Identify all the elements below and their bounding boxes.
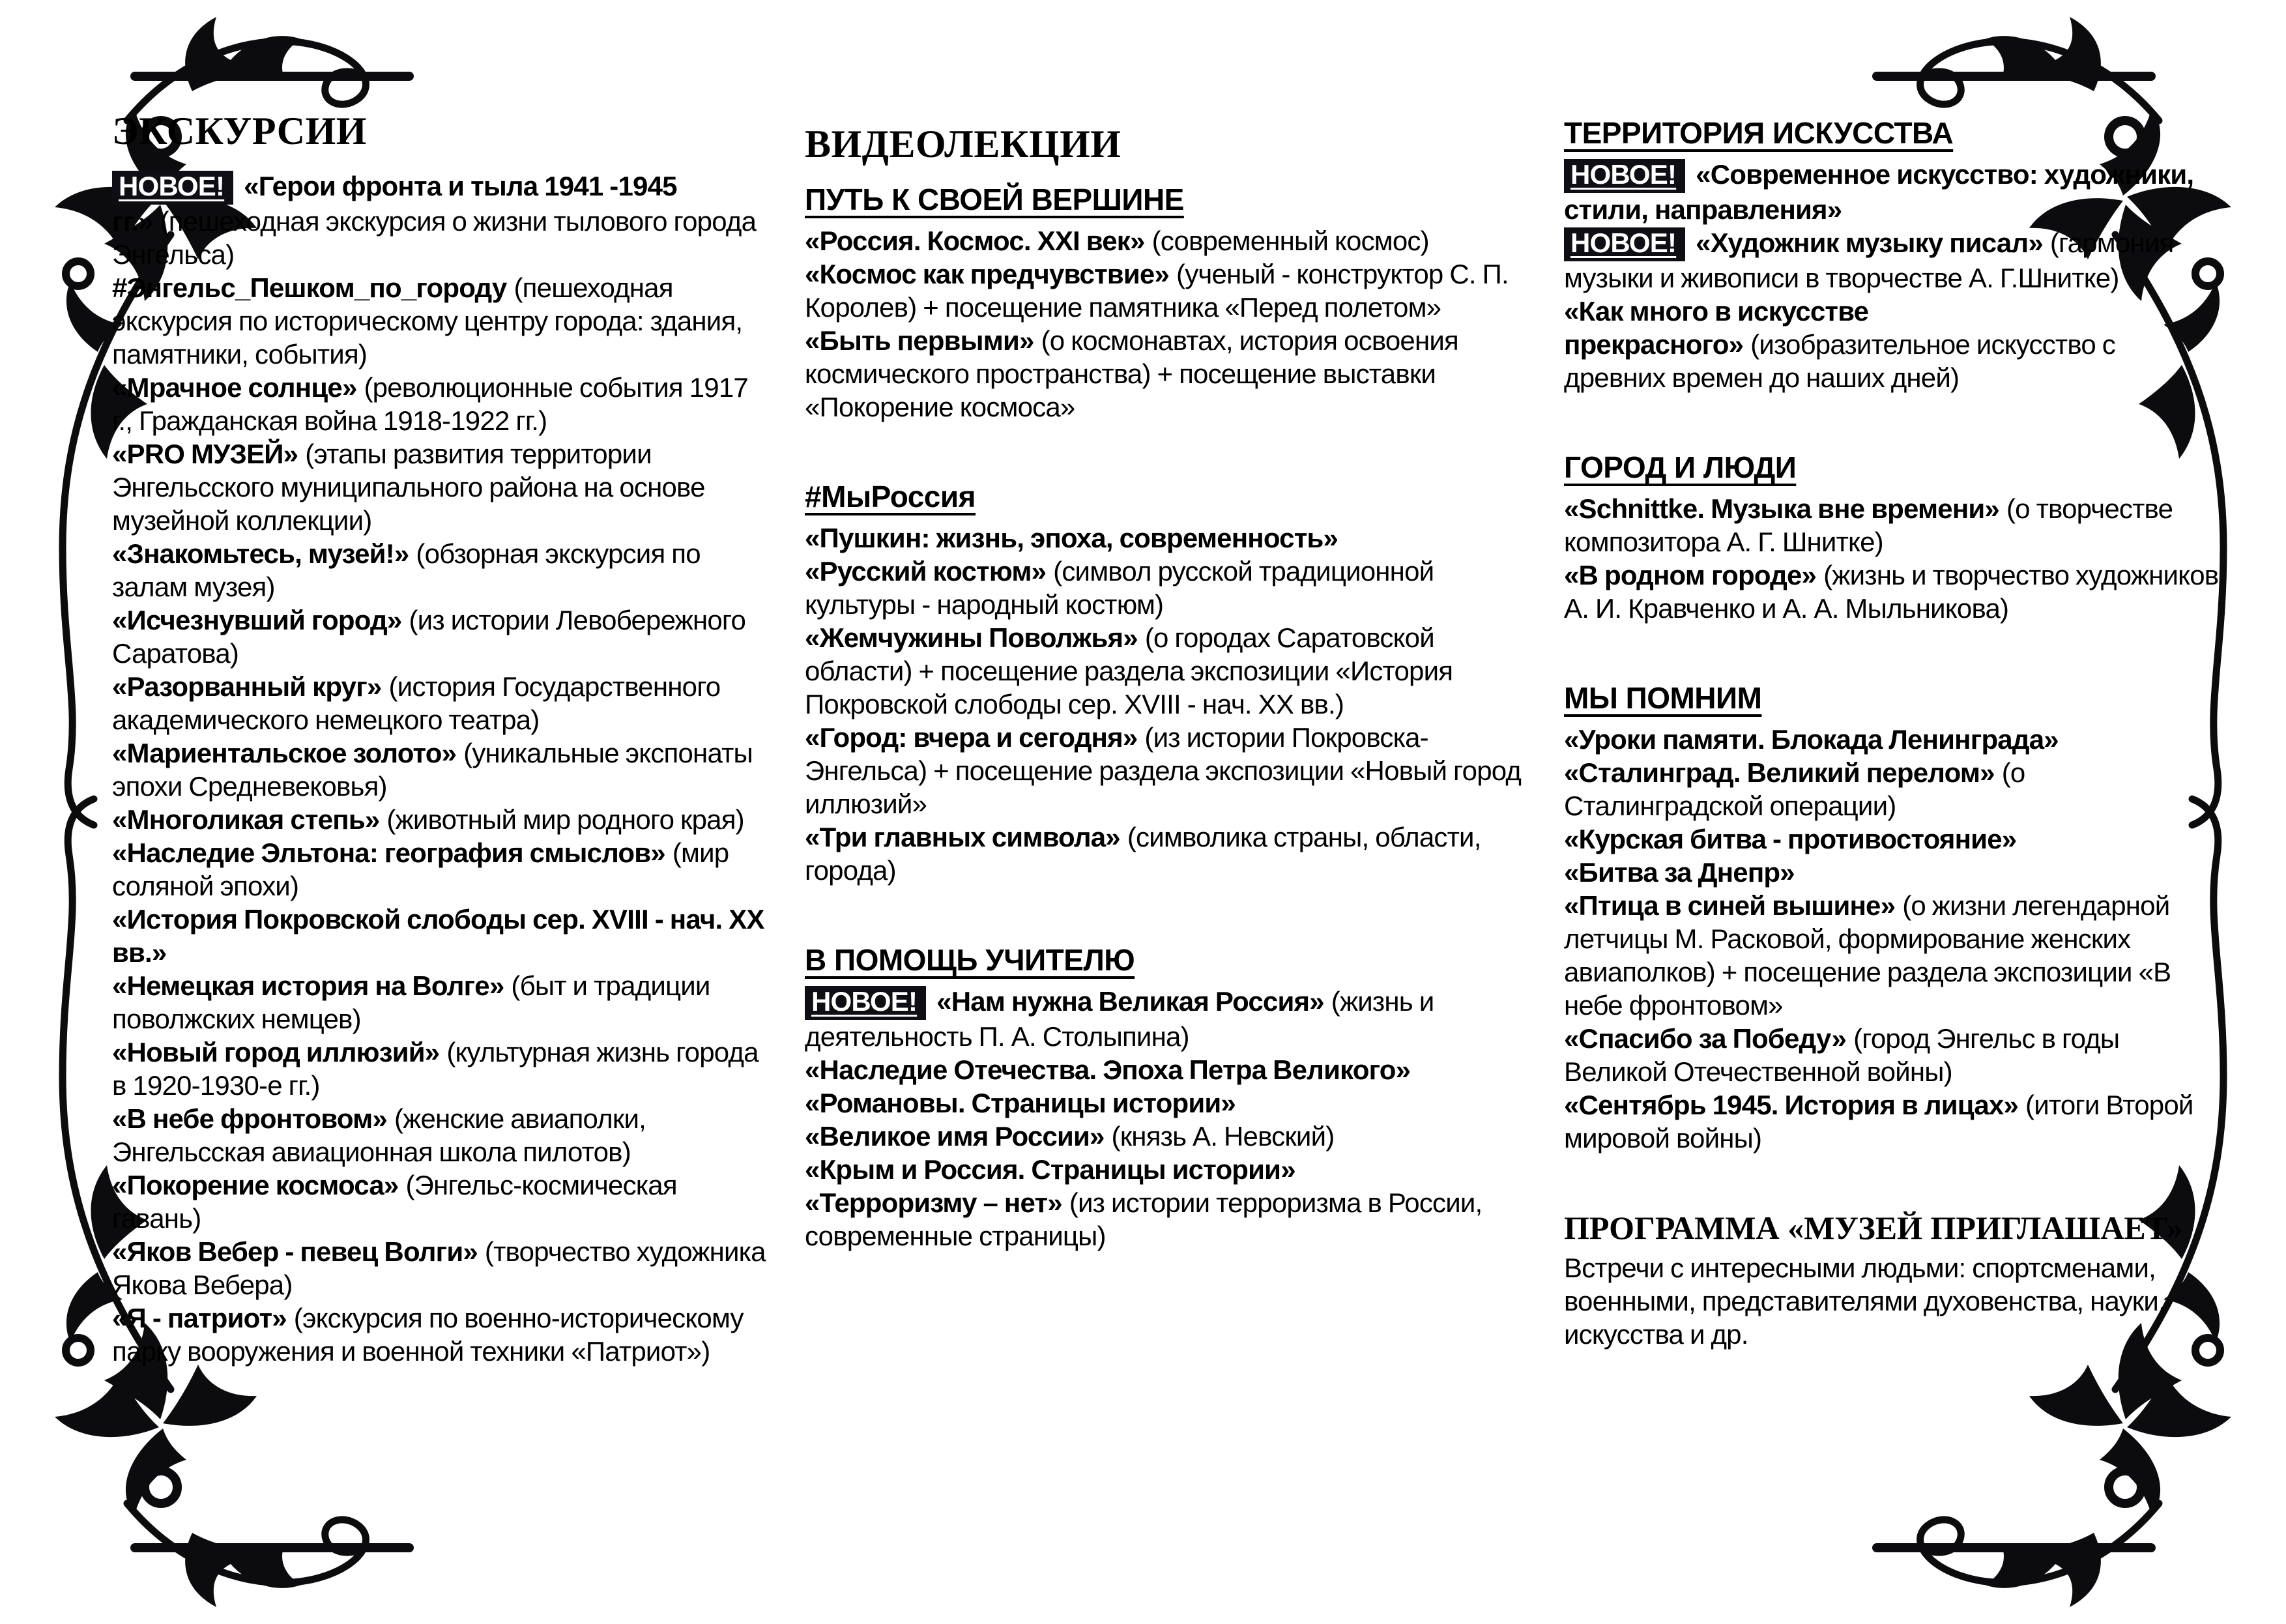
item-description: (итоги Второй мировой войны) (1564, 1090, 2193, 1153)
list-item (805, 820, 1525, 887)
list-item (1564, 558, 2219, 625)
item-title: «Новый город иллюзий» (112, 1037, 440, 1067)
item-title: «В небе фронтовом» (112, 1103, 387, 1134)
list-item (1564, 158, 2219, 226)
item-title: «Птица в синей вышине» (1564, 890, 1896, 921)
list-item (1564, 1251, 2219, 1351)
item-title: «PRO МУЗЕЙ» (112, 439, 298, 469)
item-title: «Терроризму – нет» (805, 1187, 1062, 1218)
item-description: (символ русской традиционной культуры - народный костюм) (805, 556, 1434, 620)
item-title: «Жемчужины Поволжья» (805, 622, 1138, 653)
item-title: «Разорванный круг» (112, 671, 382, 702)
item-description: (из истории Левобережного Саратова) (112, 605, 746, 669)
list-item (805, 521, 1525, 555)
item-title: «Мрачное солнце» (112, 372, 357, 403)
item-title: «Битва за Днепр» (1564, 857, 1795, 888)
list-item (1564, 1022, 2219, 1088)
column-header: ВИДЕОЛЕКЦИИ (805, 123, 1121, 166)
item-title: «Быть первыми» (805, 325, 1034, 356)
item-title: «Современное искусство: художники, стили, направления» (1564, 159, 2194, 225)
item-title: «Сентябрь 1945. История в лицах» (1564, 1090, 2019, 1120)
item-title: «Сталинград. Великий перелом» (1564, 757, 1995, 788)
item-description: (современный космос) (1151, 225, 1429, 256)
item-title: «Schnittke. Музыка вне времени» (1564, 493, 1999, 524)
section-heading: #МыРоссия (805, 480, 976, 514)
column-videolectures (805, 123, 1525, 1253)
list-item (805, 621, 1525, 721)
item-description: (экскурсия по военно-историческому парку вооружения и военной техники «Патриот») (112, 1303, 744, 1367)
item-title: #Энгельс_Пешком_по_городу (112, 272, 507, 303)
list-item (805, 555, 1525, 621)
list-item (1564, 889, 2219, 1022)
list-item (805, 1186, 1525, 1253)
item-description: (символика страны, области, города) (805, 822, 1481, 886)
item-title: «Космос как предчувствие» (805, 259, 1170, 289)
list-item (112, 437, 770, 537)
new-badge: НОВОЕ! (805, 986, 926, 1020)
item-title: «Курская битва - противостояние» (1564, 824, 2017, 854)
item-title: «Яков Вебер - певец Волги» (112, 1236, 478, 1267)
column-excursions (112, 109, 770, 1368)
list-item (1564, 492, 2219, 558)
list-item (112, 1036, 770, 1102)
item-description: (революционные события 1917 г., Гражданская война 1918-1922 гг.) (112, 372, 748, 436)
item-title: «История Покровской слободы сер. XVIII - нач. XX вв.» (112, 904, 764, 968)
list-item (112, 271, 770, 371)
new-badge: НОВОЕ! (1564, 227, 1685, 261)
list-item (112, 1301, 770, 1368)
item-title: «Знакомьтесь, музей!» (112, 538, 409, 569)
item-description: (ученый - конструктор С. П. Королев) + посещение памятника «Перед полетом» (805, 259, 1509, 323)
column-header: ЭКСКУРСИИ (112, 109, 367, 152)
item-description: (Энгельс-космическая гавань) (112, 1170, 677, 1234)
section (805, 182, 1525, 424)
item-description: (из истории терроризма в России, современные страницы) (805, 1187, 1483, 1251)
list-item (112, 969, 770, 1036)
section-heading: ТЕРРИТОРИЯ ИСКУССТВА (1564, 116, 1954, 150)
section-heading: ГОРОД И ЛЮДИ (1564, 450, 1797, 484)
item-description: (творчество художника Якова Вебера) (112, 1236, 766, 1300)
item-title: «Наследие Отечества. Эпоха Петра Великого» (805, 1054, 1411, 1085)
item-title: «Я - патриот» (112, 1303, 287, 1333)
list-item (112, 736, 770, 803)
list-item (112, 371, 770, 437)
item-description: (князь А. Невский) (1111, 1121, 1335, 1152)
item-description: (история Государственного академического немецкого театра) (112, 671, 721, 735)
item-description: (обзорная экскурсия по залам музея) (112, 538, 701, 602)
item-title: «Русский костюм» (805, 556, 1047, 587)
item-description: (животный мир родного края) (386, 804, 744, 835)
section (112, 169, 770, 1368)
section (1564, 116, 2219, 394)
item-title: «Три главных символа» (805, 822, 1120, 852)
list-item (1564, 723, 2219, 756)
list-item (805, 224, 1525, 257)
item-description: (о городах Саратовской области) + посещение раздела экспозиции «История Покровской слободы сер. XVIII - нач. XX вв.) (805, 622, 1453, 719)
list-item (805, 1053, 1525, 1086)
list-item (112, 803, 770, 836)
section-heading: В ПОМОЩЬ УЧИТЕЛЮ (805, 943, 1135, 977)
item-title: «Город: вчера и сегодня» (805, 722, 1138, 753)
item-title: «Художник музыку писал» (1696, 227, 2043, 258)
item-description: (этапы развития территории Энгельсского муниципального района на основе музейной коллекции) (112, 439, 705, 536)
item-description: (о космонавтах, история освоения космического пространства) + посещение выставки «Покорение космоса» (805, 325, 1458, 422)
item-description: (о Сталинградской операции) (1564, 757, 2025, 821)
item-description: (город Энгельс в годы Великой Отечественной войны) (1564, 1023, 2120, 1087)
new-badge: НОВОЕ! (1564, 159, 1685, 193)
list-item (805, 985, 1525, 1053)
item-title: «Пушкин: жизнь, эпоха, современность» (805, 523, 1338, 553)
item-title: «Крым и Россия. Страницы истории» (805, 1154, 1295, 1185)
item-title: «Россия. Космос. XXI век» (805, 225, 1145, 256)
list-item (1564, 295, 2219, 394)
list-item (112, 1102, 770, 1168)
section (805, 480, 1525, 887)
new-badge: НОВОЕ! (112, 171, 233, 205)
item-title: «Исчезнувший город» (112, 605, 402, 635)
list-item (112, 537, 770, 603)
item-description: (женские авиаполки, Энгельсская авиационная школа пилотов) (112, 1103, 646, 1167)
item-description: (уникальные экспонаты эпохи Средневековья) (112, 738, 753, 802)
section (1564, 450, 2219, 625)
list-item (112, 836, 770, 903)
item-title: «Как много в искусстве прекрасного» (1564, 296, 1869, 360)
item-description: (о творчестве композитора А. Г. Шнитке) (1564, 493, 2173, 557)
list-item (805, 1120, 1525, 1153)
section-heading: МЫ ПОМНИМ (1564, 681, 1762, 715)
list-item (1564, 822, 2219, 856)
item-title: «Великое имя России» (805, 1121, 1105, 1152)
list-item (1564, 856, 2219, 889)
list-item (805, 1086, 1525, 1120)
item-title: «Уроки памяти. Блокада Ленинграда» (1564, 724, 2059, 755)
list-item (112, 903, 770, 969)
item-description: (быт и традиции поволжских немцев) (112, 970, 710, 1034)
item-title: «Наследие Эльтона: география смыслов» (112, 837, 665, 868)
column-art-and-memory (1564, 116, 2219, 1351)
item-title: «Герои фронта и тыла 1941 -1945 гг.» (112, 171, 677, 237)
item-description: (пешеходная экскурсия по историческому центру города: здания, памятники, события) (112, 272, 743, 370)
section-heading: ПУТЬ К СВОЕЙ ВЕРШИНЕ (805, 182, 1184, 216)
list-item (1564, 226, 2219, 295)
list-item (112, 670, 770, 736)
list-item (805, 257, 1525, 324)
item-title: «Романовы. Страницы истории» (805, 1088, 1236, 1118)
item-description: Встречи с интересными людьми: спортсменами, военными, представителями духовенства, науки, искусства и др. (1564, 1253, 2165, 1350)
item-title: «Покорение космоса» (112, 1170, 399, 1200)
list-item (805, 721, 1525, 820)
list-item (112, 1235, 770, 1301)
item-description: (жизнь и деятельность П. А. Столыпина) (805, 986, 1434, 1052)
item-title: «Многоликая степь» (112, 804, 380, 835)
item-description: (жизнь и творчество художников А. И. Кравченко и А. А. Мыльникова) (1564, 560, 2219, 624)
list-item (112, 1168, 770, 1235)
item-description: (из истории Покровска-Энгельса) + посещение раздела экспозиции «Новый город иллюзий» (805, 722, 1522, 819)
section (805, 943, 1525, 1253)
list-item (805, 324, 1525, 424)
list-item (1564, 1088, 2219, 1155)
list-item (1564, 756, 2219, 822)
section-heading: ПРОГРАММА «МУЗЕЙ ПРИГЛАШАЕТ» (1564, 1210, 2183, 1246)
item-description: (гармония музыки и живописи в творчестве А. Г.Шнитке) (1564, 227, 2174, 293)
list-item (805, 1153, 1525, 1186)
item-description: (пешеходная экскурсия о жизни тылового города Энгельса) (112, 206, 757, 270)
item-title: «Мариентальское золото» (112, 738, 457, 768)
item-title: «В родном городе» (1564, 560, 1817, 590)
section (1564, 681, 2219, 1155)
item-description: (о жизни легендарной летчицы М. Расковой, формирование женских авиаполков) + посещение раздела экспозиции «В небе фронтовом» (1564, 890, 2171, 1021)
list-item (112, 603, 770, 670)
item-description: (культурная жизнь города в 1920-1930-е гг.) (112, 1037, 759, 1101)
item-description: (изобразительное искусство с древних времен до наших дней) (1564, 329, 2116, 393)
item-title: «Немецкая история на Волге» (112, 970, 504, 1001)
list-item (112, 169, 770, 271)
item-title: «Спасибо за Победу» (1564, 1023, 1847, 1054)
item-description: (мир соляной эпохи) (112, 837, 729, 901)
section (1564, 1211, 2219, 1351)
item-title: «Нам нужна Великая Россия» (936, 986, 1324, 1017)
